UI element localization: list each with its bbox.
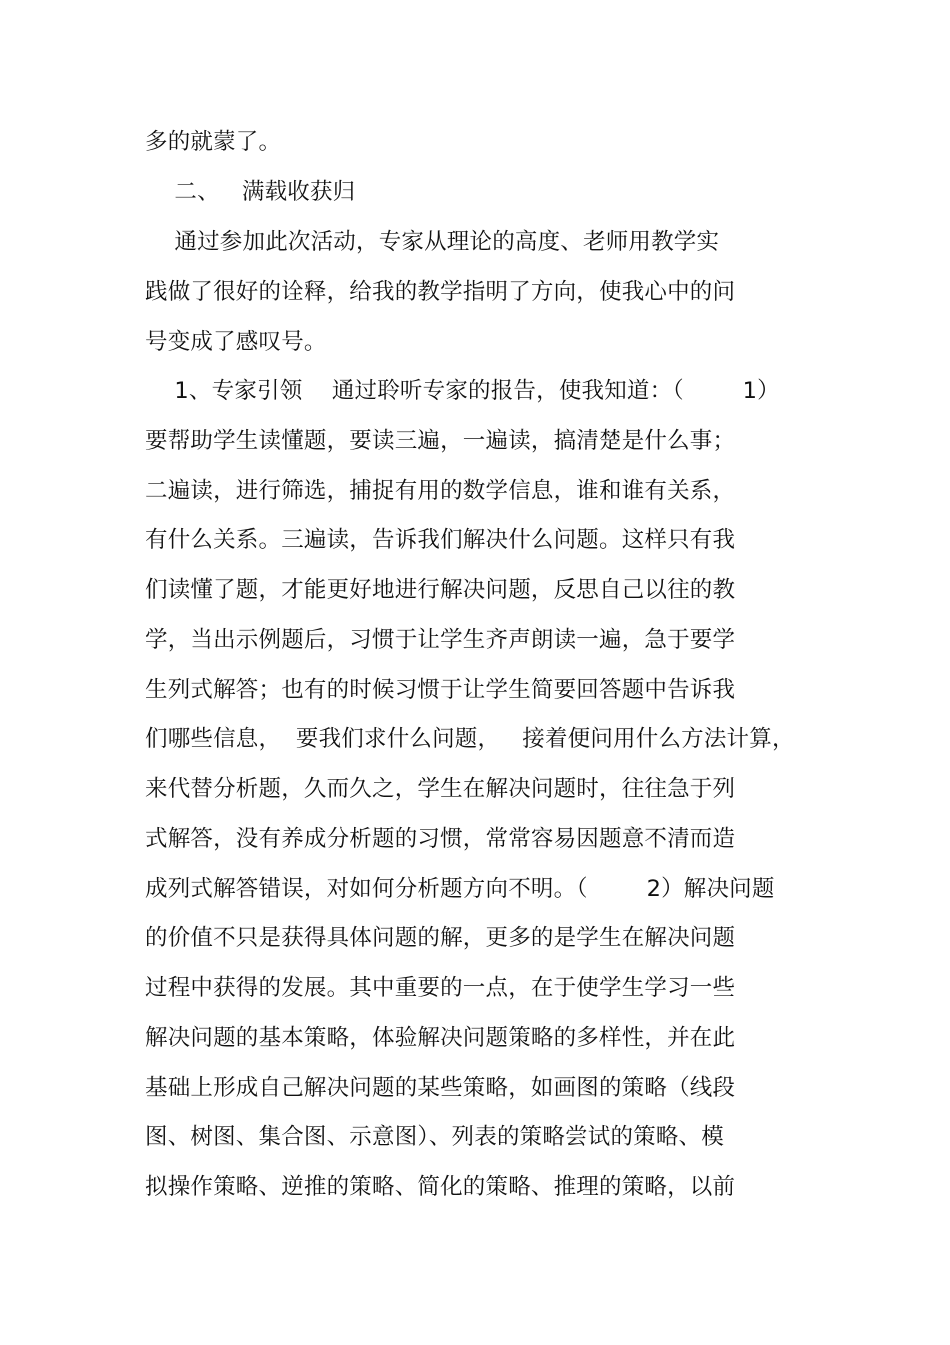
text-line: 成列式解答错误，对如何分析题方向不明。（ 2）解决问题 bbox=[145, 876, 775, 902]
text-line: 践做了很好的诠释，给我的教学指明了方向，使我心中的问 bbox=[145, 279, 736, 305]
section-heading: 二、 满载收获归 bbox=[145, 179, 356, 205]
text-line: 多的就蒙了。 bbox=[145, 129, 282, 155]
text-line: 们读懂了题，才能更好地进行解决问题，反思自己以往的教 bbox=[145, 577, 736, 603]
text-line: 图、树图、集合图、示意图）、列表的策略尝试的策略、模 bbox=[145, 1124, 724, 1150]
text-line: 生列式解答；也有的时候习惯于让学生简要回答题中告诉我 bbox=[145, 677, 736, 703]
text-line: 过程中获得的发展。其中重要的一点，在于使学生学习一些 bbox=[145, 975, 736, 1001]
text-line: 拟操作策略、逆推的策略、简化的策略、推理的策略，以前 bbox=[145, 1174, 736, 1200]
text-line: 通过参加此次活动，专家从理论的高度、老师用教学实 bbox=[145, 229, 720, 255]
text-line: 们哪些信息， 要我们求什么问题， 接着便问用什么方法计算， bbox=[145, 726, 795, 752]
text-line: 基础上形成自己解决问题的某些策略，如画图的策略（线段 bbox=[145, 1075, 736, 1101]
text-line: 有什么关系。三遍读，告诉我们解决什么问题。这样只有我 bbox=[145, 527, 736, 553]
text-line: 解决问题的基本策略，体验解决问题策略的多样性，并在此 bbox=[145, 1025, 736, 1051]
text-line: 二遍读，进行筛选，捕捉有用的数学信息，谁和谁有关系， bbox=[145, 478, 736, 504]
text-line: 来代替分析题，久而久之，学生在解决问题时，往往急于列 bbox=[145, 776, 736, 802]
text-line: 学，当出示例题后，习惯于让学生齐声朗读一遍，急于要学 bbox=[145, 627, 736, 653]
text-line: 号变成了感叹号。 bbox=[145, 329, 327, 355]
text-line: 要帮助学生读懂题，要读三遍，一遍读，搞清楚是什么事； bbox=[145, 428, 736, 454]
text-line: 式解答，没有养成分析题的习惯，常常容易因题意不清而造 bbox=[145, 826, 736, 852]
text-line: 的价值不只是获得具体问题的解，更多的是学生在解决问题 bbox=[145, 925, 736, 951]
subsection-line: 1、专家引领 通过聆听专家的报告，使我知道：（ 1） bbox=[145, 378, 780, 404]
